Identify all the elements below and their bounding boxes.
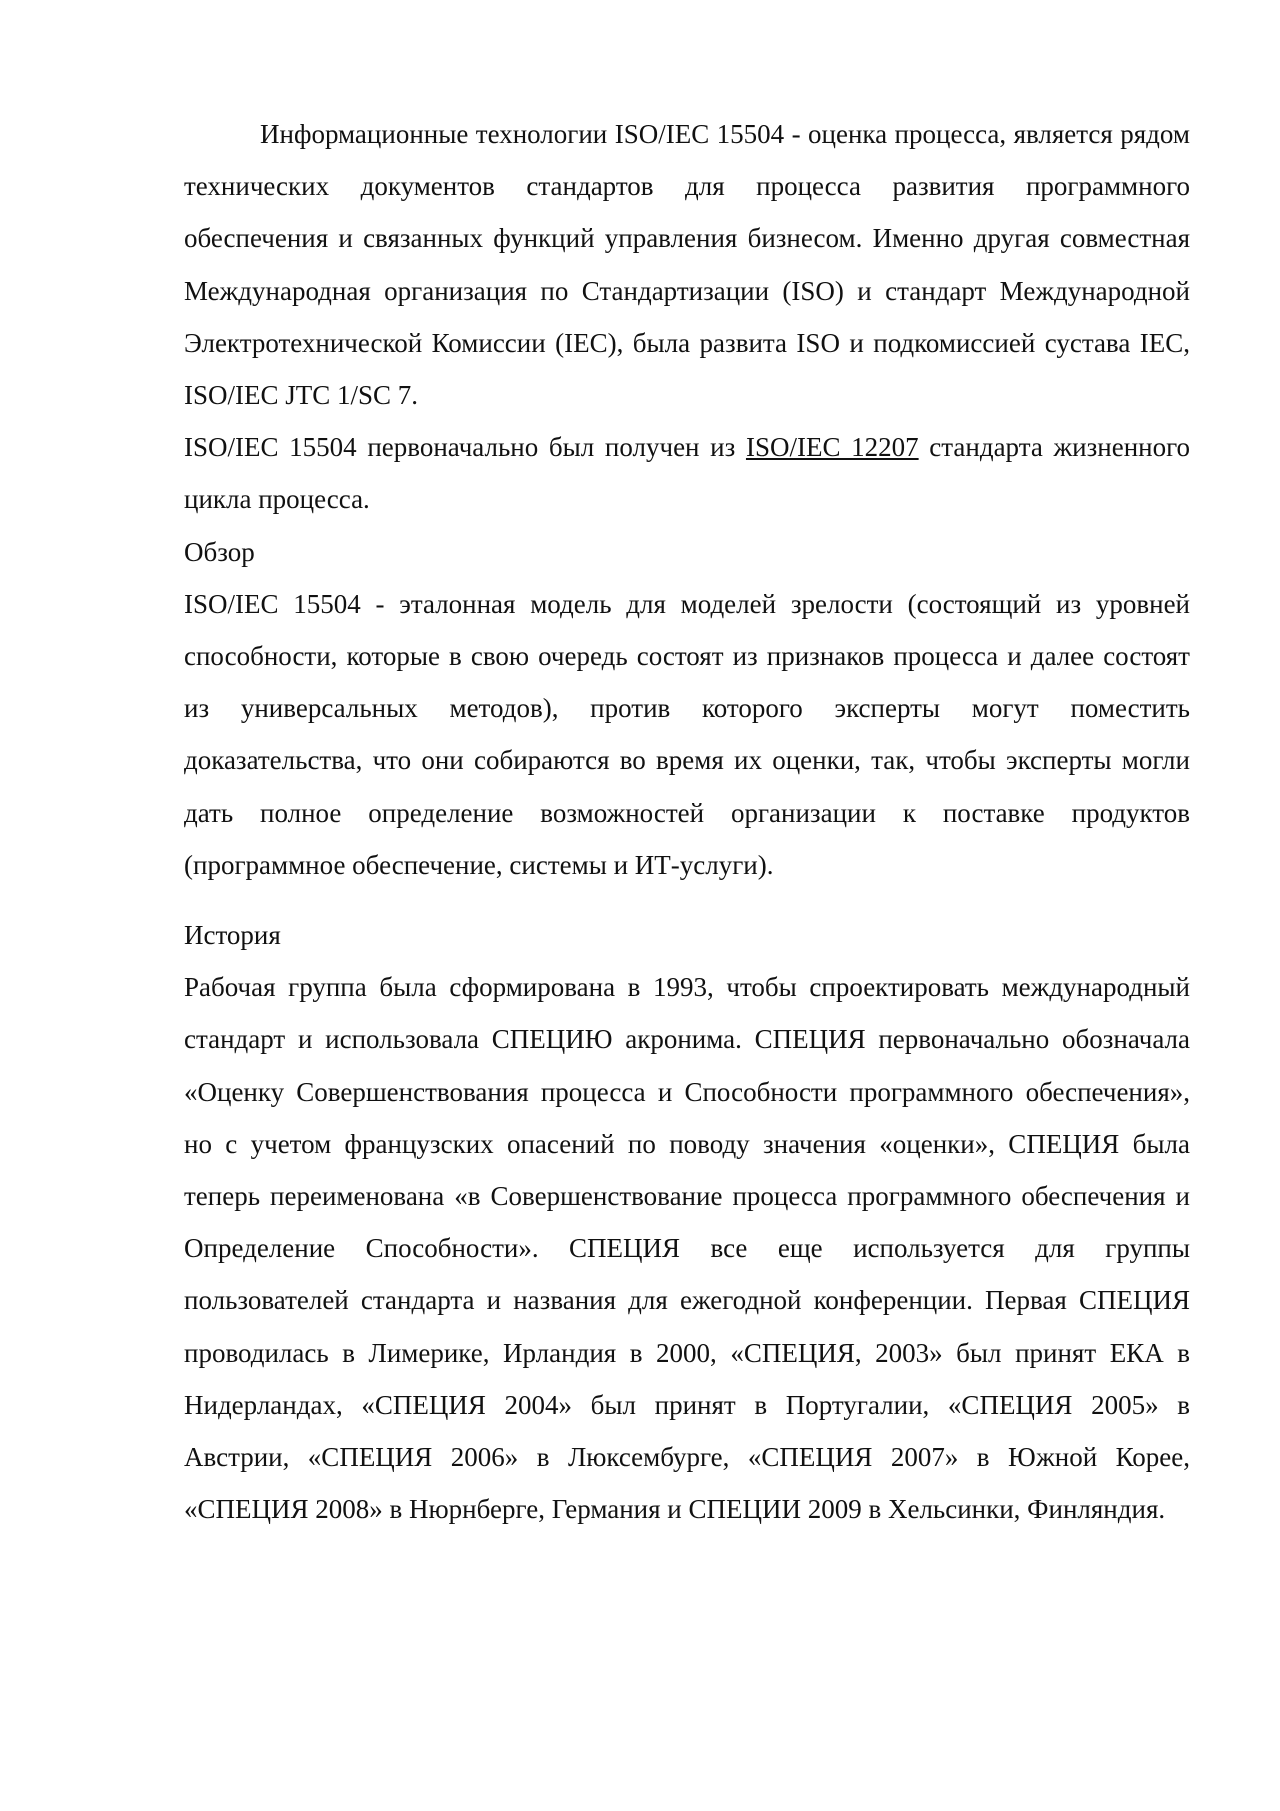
overview-paragraph: ISO/IEC 15504 - эталонная модель для моделей зрелости (состоящий из уровней способности, которые в свою очередь состоят из признаков процесса и далее состоят из универсальных методов), против которого эксперты могут поместить доказательства, что они собираются во время их оценки, так, чтобы эксперты могли дать полное определение возможностей организации к поставке продуктов (программное обеспечение, системы и ИТ-услуги). <box>184 588 1190 880</box>
origin-paragraph <box>184 421 1190 525</box>
intro-paragraph: Информационные технологии ISO/IEC 15504 - оценка процесса, является рядом технических документов стандартов для процесса развития программного обеспечения и связанных функций управления бизнесом. Именно другая совместная Международная организация по Стандартизации (ISO) и стандарт Международной Электротехнической Комиссии (IEC), была развита ISO и подкомиссией сустава IEC, ISO/IEC JTC 1/SC 7. <box>184 119 1190 411</box>
iso-12207-link[interactable]: ISO/IEC 12207 <box>745 432 919 463</box>
origin-text-after: стандарта жизненного цикла процесса. <box>184 432 1190 515</box>
history-heading: История <box>184 920 281 951</box>
overview-heading: Обзор <box>184 536 255 567</box>
document-page <box>184 108 1190 1535</box>
origin-text-before: ISO/IEC 15504 первоначально был получен из <box>184 432 746 463</box>
history-paragraph: Рабочая группа была сформирована в 1993, чтобы спроектировать международный стандарт и использовала СПЕЦИЮ акронима. СПЕЦИЯ первоначально обозначала «Оценку Совершенствования процесса и Способности программного обеспечения», но с учетом французских опасений по поводу значения «оценки», СПЕЦИЯ была теперь переименована «в Совершенствование процесса программного обеспечения и Определение Способности». СПЕЦИЯ все еще используется для группы пользователей стандарта и названия для ежегодной конференции. Первая СПЕЦИЯ проводилась в Лимерике, Ирландия в 2000, «СПЕЦИЯ, 2003» был принят ЕКА в Нидерландах, «СПЕЦИЯ 2004» был принят в Португалии, «СПЕЦИЯ 2005» в Австрии, «СПЕЦИЯ 2006» в Люксембурге, «СПЕЦИЯ 2007» в Южной Корее, «СПЕЦИЯ 2008» в Нюрнберге, Германия и СПЕЦИИ 2009 в Хельсинки, Финляндия. <box>184 972 1190 1525</box>
